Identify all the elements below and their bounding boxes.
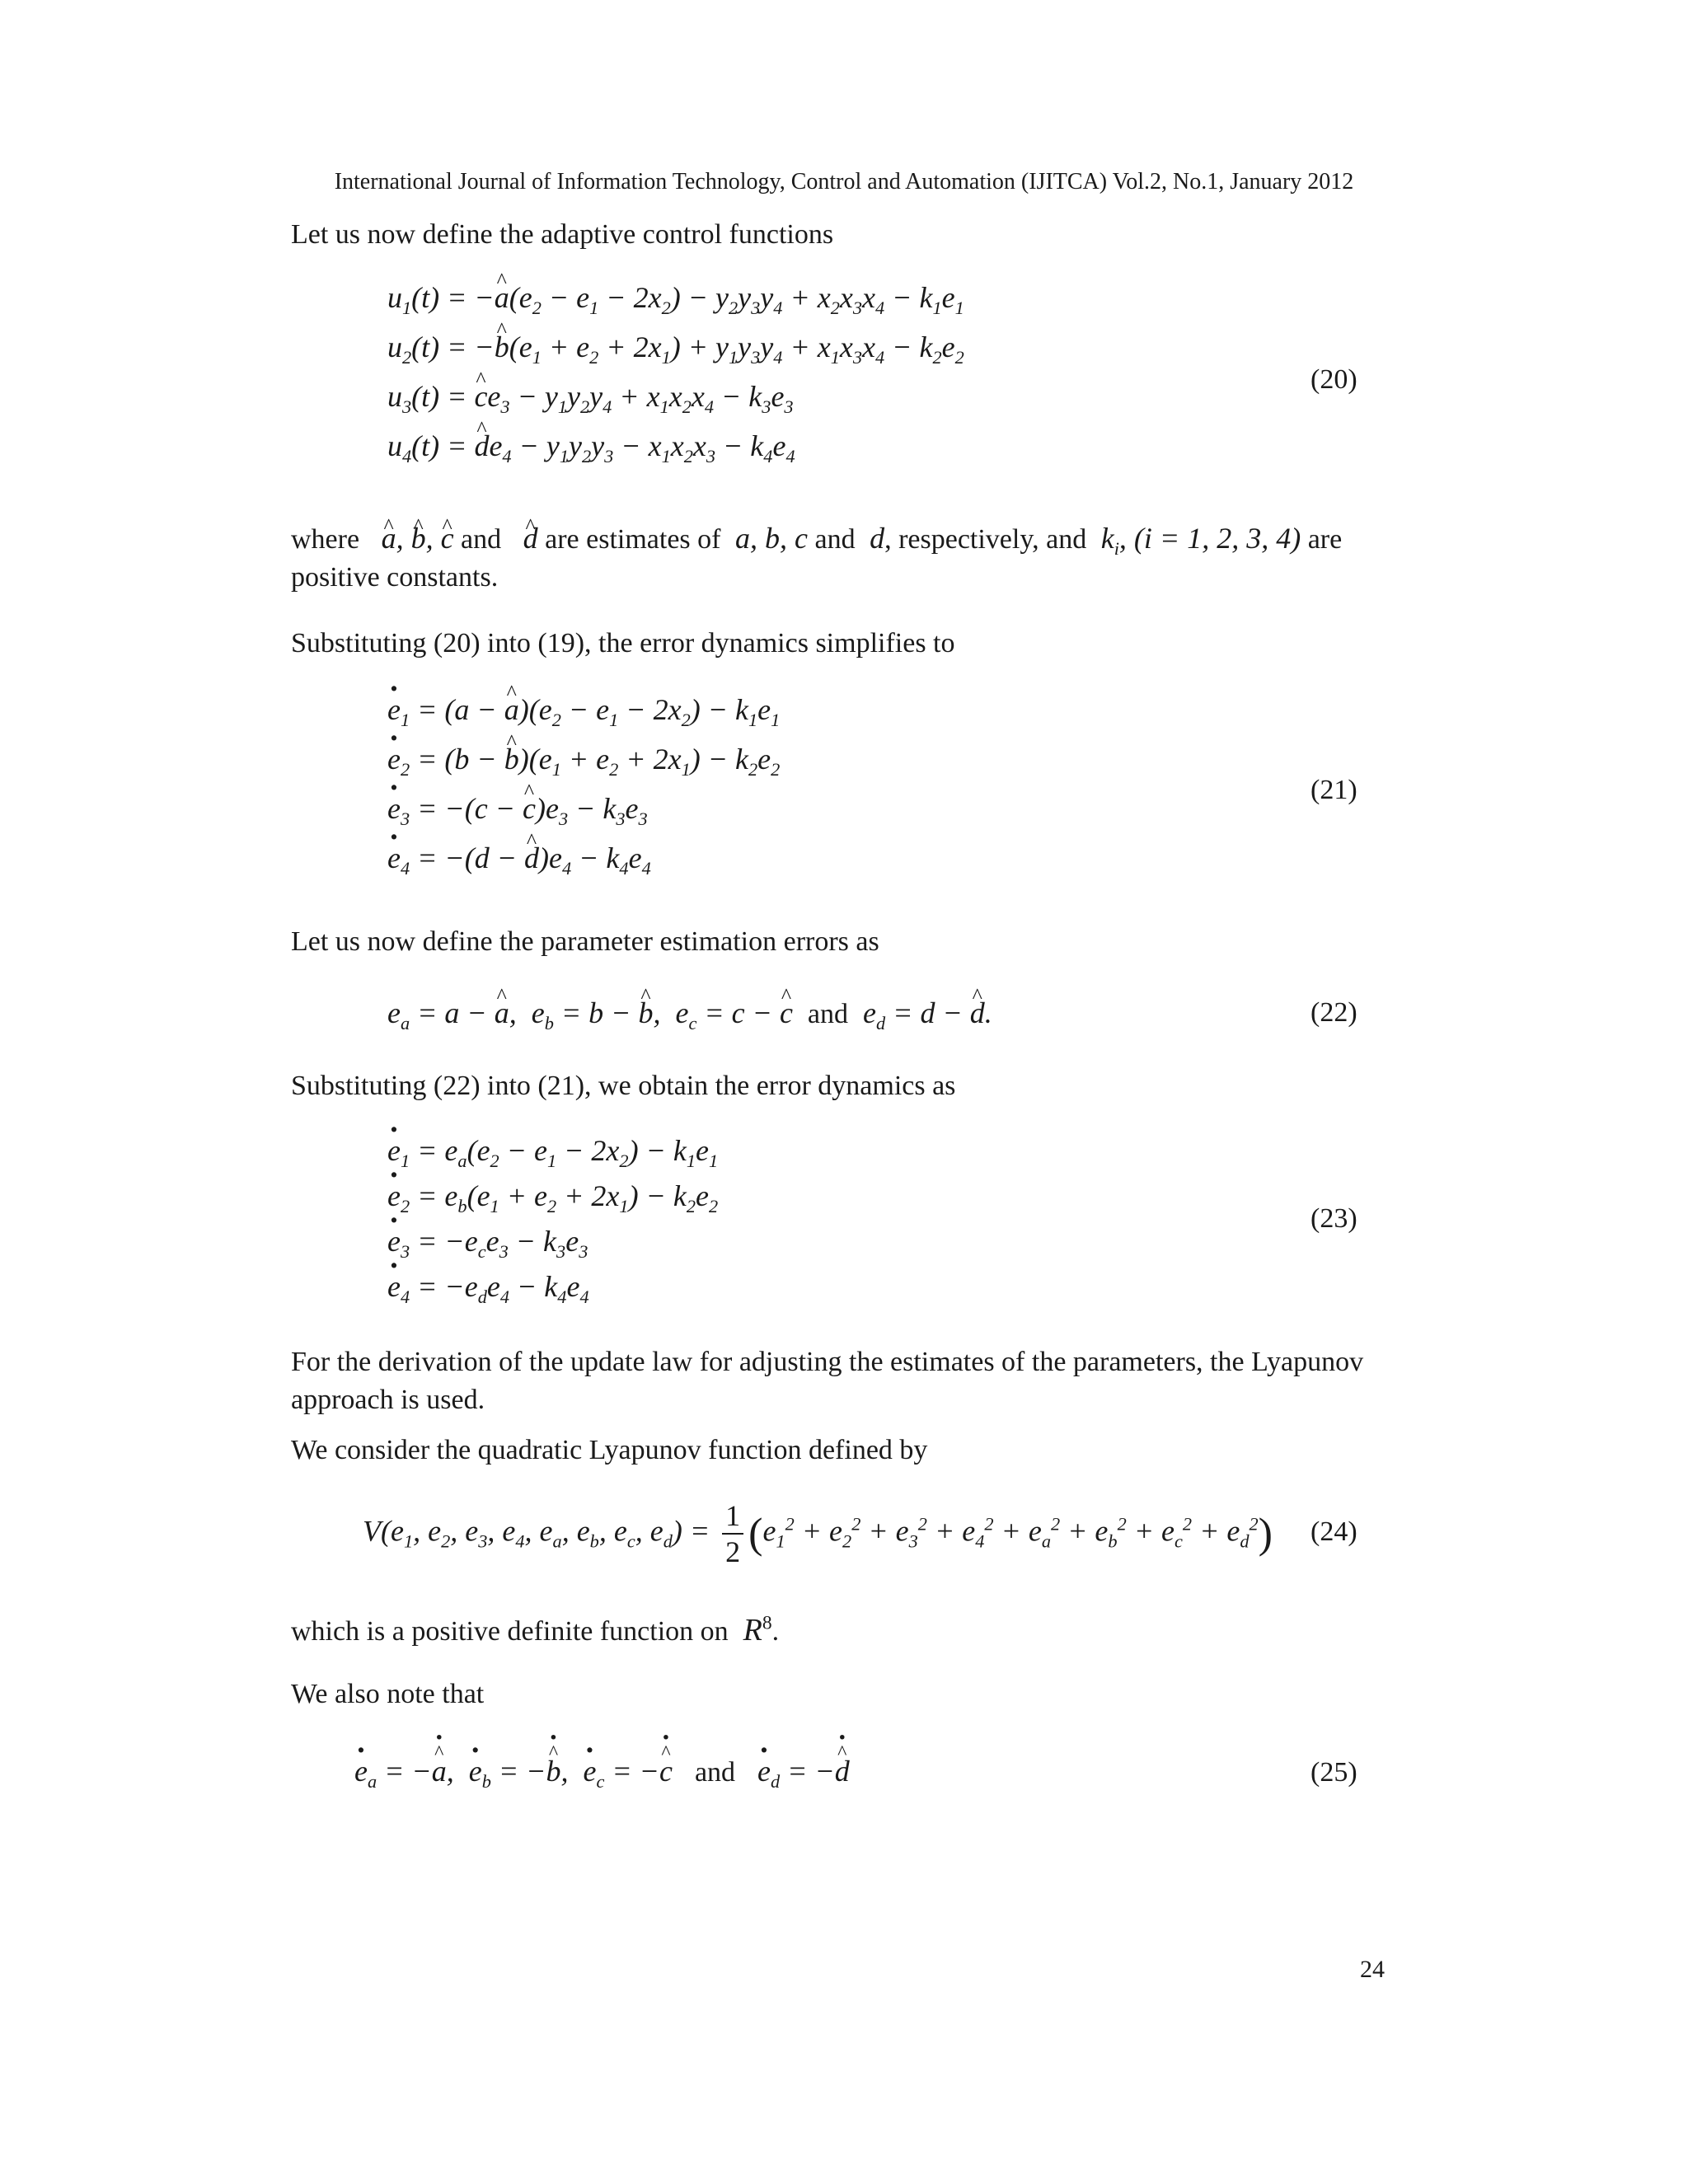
eq21-line1: $e \cdot_1 = (a - a$ $\^{})(e_2 - e_1 - 2x_2) - k_1e_1$ [387,692,780,727]
eq23-line2: $e \cdot_2 = e_b(e_1 + e_2 + 2x_1) - k_2e_2$ [387,1179,718,1213]
equation-21 [387,692,1294,898]
equation-number-22: (22) [1311,997,1357,1028]
eq20-line3: $u_3(t) = c$ $\^{}e_3 - y_1y_2y_4 + x_1x_2x_4 - k_3e_3$ [387,379,794,414]
eq23-line3: $e \cdot_3 = -e_ce_3 - k_3e_3$ [387,1224,588,1258]
eq22-line: $e_a = a - a$ ^, $e_b = b - b$ ^, $e_c = c - c$ ^ and $e_d = d - d$ ^. [387,996,992,1030]
equation-number-20: (20) [1311,364,1357,395]
running-header: International Journal of Information Technology, Control and Automation (IJITCA) Vol.2, No.1, January 2012 [334,169,1354,194]
paragraph-substituting-22: Substituting (22) into (21), we obtain the error dynamics as [291,1071,956,1101]
paragraph-parameter-errors: Let us now define the parameter estimation errors as [291,926,879,957]
paragraph-derivation: For the derivation of the update law for adjusting the estimates of the parameters, the Lyapunov approach is used. [291,1347,1364,1415]
equation-20 [387,280,1294,486]
eq20-line2: $u_2(t) = -b$ $\^{}(e_1 + e_2 + 2x_1) + y_1y_3y_4 + x_1x_3x_4 - k_2e_2$ [387,330,964,364]
eq23-line1: $e \cdot_1 = e_a(e_2 - e_1 - 2x_2) - k_1e_1$ [387,1133,718,1168]
paragraph-intro: Let us now define the adaptive control functions [291,219,834,250]
eq23-line4: $e \cdot_4 = -e_de_4 - k_4e_4$ [387,1269,589,1304]
equation-22 [387,996,1294,1045]
equation-25 [354,1754,1261,1811]
eq20-line1: $u_1(t) = -a$ $\^{}(e_2 - e_1 - 2x_2) - y_2y_3y_4 + x_2x_3x_4 - k_1e_1$ [387,280,964,315]
equation-23 [387,1133,1294,1339]
eq20-line4: $u_4(t) = d$ $\^{}e_4 - y_1y_2y_3 - x_1x_2x_3 - k_4e_4$ [387,429,795,463]
equation-number-25: (25) [1311,1757,1357,1788]
eq21-line2: $e \cdot_2 = (b - b$ $\^{})(e_1 + e_2 + 2x_1) - k_2e_2$ [387,742,780,776]
equation-number-21: (21) [1311,775,1357,805]
eq24-line: $V(e_1$, $e_2$, $e_3$, $e_4$, $e_a$, $e_b$, $e_c$, $e_d$) = $\frac{1}{2}$ $(e_1^2 + e_2^2 + e_3^2 + e_4^2 + e_a^2 + e_b^2 + e_c^2 + e_d^2)$ [363,1499,1273,1568]
paragraph-where: where a ^, b ^, c ^ and d ^ are estimates of a, b, c and d, respectively, and $k_i$, (i = 1, 2, 3, 4) are positive constants. [291,519,1395,597]
eq21-line3: $e \cdot_3 = -(c - c$ $\^{})e_3 - k_3e_3$ [387,791,648,826]
equation-number-24: (24) [1311,1516,1357,1547]
equation-number-23: (23) [1311,1203,1357,1234]
page-number: 24 [1360,1956,1385,1983]
equation-24 [363,1498,1273,1589]
paragraph-also-note: We also note that [291,1679,485,1709]
paragraph-positive-definite: which is a positive definite function on $R^8$. [291,1612,780,1647]
fraction-one-half: $\frac{1}{2}$ [722,1498,743,1569]
paragraph-substituting-20: Substituting (20) into (19), the error dynamics simplifies to [291,628,955,658]
eq25-line: $e \cdot_a$ = −· a ^, $e \cdot_b$ = −· b ^, $e \cdot_c$ = −· c ^ and $e \cdot_d$ = −· d ^ [354,1754,850,1788]
paragraph-lyapunov: We consider the quadratic Lyapunov function defined by [291,1435,928,1465]
eq21-line4: $e \cdot_4 = -(d - d$ $\^{})e_4 - k_4e_4$ [387,841,651,875]
